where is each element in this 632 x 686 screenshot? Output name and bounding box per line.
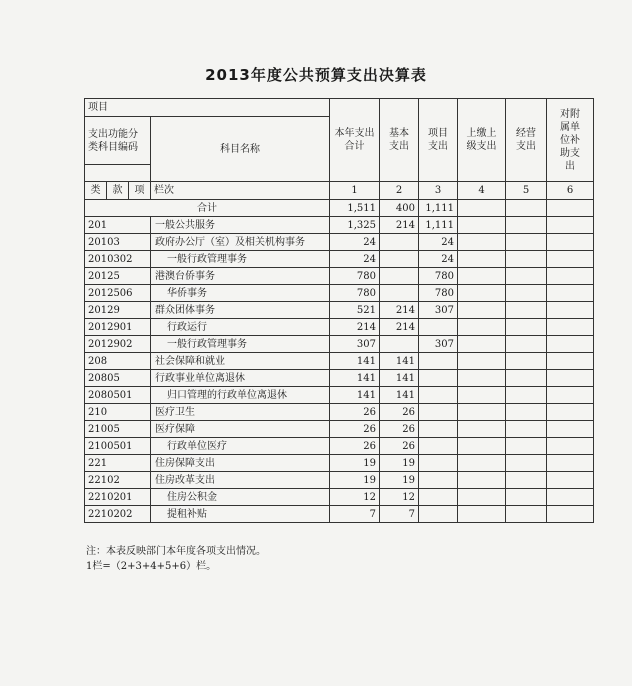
row-name: 社会保障和就业 [151, 353, 330, 370]
row-value [419, 472, 458, 489]
row-value: 214 [380, 319, 419, 336]
row-value [458, 319, 506, 336]
row-value [419, 319, 458, 336]
row-name: 一般公共服务 [151, 217, 330, 234]
row-value [547, 438, 594, 455]
row-value [506, 455, 547, 472]
row-code: 21005 [85, 421, 151, 438]
row-value: 26 [380, 421, 419, 438]
header-kuan: 款 [107, 182, 129, 200]
header-item: 项目 [85, 99, 330, 117]
row-value [547, 506, 594, 523]
total-cell: 1,511 [330, 200, 380, 217]
row-value [506, 404, 547, 421]
row-value [380, 234, 419, 251]
row-value [506, 387, 547, 404]
row-value: 26 [380, 438, 419, 455]
page-title: 2013年度公共预算支出决算表 [205, 66, 427, 84]
row-value [380, 251, 419, 268]
row-value [419, 353, 458, 370]
row-value [547, 353, 594, 370]
table-row [85, 489, 594, 506]
row-name: 一般行政管理事务 [151, 251, 330, 268]
row-value: 214 [330, 319, 380, 336]
row-value: 307 [330, 336, 380, 353]
row-value [506, 285, 547, 302]
row-name: 一般行政管理事务 [151, 336, 330, 353]
row-value: 780 [419, 285, 458, 302]
row-value [458, 285, 506, 302]
row-value [506, 217, 547, 234]
row-value: 141 [380, 387, 419, 404]
row-value [547, 370, 594, 387]
table-row [85, 387, 594, 404]
row-value [458, 370, 506, 387]
row-code: 2012902 [85, 336, 151, 353]
row-value: 141 [380, 353, 419, 370]
row-value: 19 [380, 455, 419, 472]
row-value [506, 336, 547, 353]
col-number: 5 [506, 182, 547, 200]
note-line: 注：本表反映部门本年度各项支出情况。 [86, 546, 266, 557]
total-label: 合计 [85, 200, 330, 217]
row-name: 行政事业单位离退休 [151, 370, 330, 387]
row-value: 24 [419, 234, 458, 251]
table-row [85, 404, 594, 421]
row-code: 2080501 [85, 387, 151, 404]
row-value [458, 506, 506, 523]
row-value: 141 [330, 353, 380, 370]
total-cell: 1,111 [419, 200, 458, 217]
row-value [458, 353, 506, 370]
row-value [547, 285, 594, 302]
table-row [85, 302, 594, 319]
row-value [506, 353, 547, 370]
row-code: 2210202 [85, 506, 151, 523]
header-lanci: 栏次 [151, 182, 330, 200]
row-value [506, 472, 547, 489]
table-row [85, 336, 594, 353]
row-value [419, 506, 458, 523]
row-value [506, 251, 547, 268]
row-value [506, 438, 547, 455]
row-value [419, 489, 458, 506]
row-code: 2010302 [85, 251, 151, 268]
table-row [85, 455, 594, 472]
row-value [506, 489, 547, 506]
row-name: 归口管理的行政单位离退休 [151, 387, 330, 404]
row-value [458, 234, 506, 251]
row-code: 20805 [85, 370, 151, 387]
row-value [506, 506, 547, 523]
header-col-project: 项目 支出 [419, 99, 458, 182]
table-row [85, 370, 594, 387]
row-value [547, 421, 594, 438]
row-value: 1,111 [419, 217, 458, 234]
row-value: 307 [419, 302, 458, 319]
row-value: 7 [380, 506, 419, 523]
row-value: 24 [419, 251, 458, 268]
row-name: 行政运行 [151, 319, 330, 336]
row-value [458, 438, 506, 455]
table-row [85, 353, 594, 370]
row-value [547, 387, 594, 404]
row-value [547, 217, 594, 234]
note-line: 1栏=（2+3+4+5+6）栏。 [86, 561, 217, 572]
col-number: 6 [547, 182, 594, 200]
total-cell: 400 [380, 200, 419, 217]
row-code: 208 [85, 353, 151, 370]
header-col-operating: 经营 支出 [506, 99, 547, 182]
row-value [419, 438, 458, 455]
row-code: 20129 [85, 302, 151, 319]
total-row [85, 200, 594, 217]
header-lei: 类 [85, 182, 107, 200]
row-value [506, 421, 547, 438]
header-col-basic: 基本 支出 [380, 99, 419, 182]
row-value: 7 [330, 506, 380, 523]
row-value: 214 [380, 302, 419, 319]
row-value: 26 [330, 404, 380, 421]
header-func-code: 支出功能分类科目编码 [85, 117, 151, 165]
table-row [85, 285, 594, 302]
table-row [85, 472, 594, 489]
row-name: 行政单位医疗 [151, 438, 330, 455]
row-value: 12 [380, 489, 419, 506]
row-value [419, 370, 458, 387]
row-value [380, 336, 419, 353]
row-value [419, 404, 458, 421]
row-name: 住房保障支出 [151, 455, 330, 472]
row-value [506, 268, 547, 285]
row-value [458, 251, 506, 268]
row-name: 群众团体事务 [151, 302, 330, 319]
row-code: 210 [85, 404, 151, 421]
row-value [419, 387, 458, 404]
row-value [458, 472, 506, 489]
row-value [458, 421, 506, 438]
row-value [547, 234, 594, 251]
row-code: 221 [85, 455, 151, 472]
header-col-subsidy: 对附 属单 位补 助支 出 [547, 99, 594, 182]
row-name: 政府办公厅（室）及相关机构事务 [151, 234, 330, 251]
row-name: 提租补贴 [151, 506, 330, 523]
header-col-remit-superior: 上缴上 级支出 [458, 99, 506, 182]
table-row [85, 217, 594, 234]
row-value: 214 [380, 217, 419, 234]
row-value [458, 387, 506, 404]
header-spacer [85, 165, 151, 182]
row-code: 2012901 [85, 319, 151, 336]
table-row [85, 421, 594, 438]
total-cell [547, 200, 594, 217]
row-value [547, 302, 594, 319]
expenditure-table [84, 98, 594, 523]
row-value [547, 455, 594, 472]
row-value: 19 [330, 455, 380, 472]
row-value: 141 [330, 387, 380, 404]
header-col-total: 本年支出 合计 [330, 99, 380, 182]
row-value [380, 268, 419, 285]
total-cell [458, 200, 506, 217]
row-value [547, 404, 594, 421]
table-row [85, 506, 594, 523]
row-value: 19 [380, 472, 419, 489]
table-row [85, 251, 594, 268]
row-value: 1,325 [330, 217, 380, 234]
row-value: 780 [330, 268, 380, 285]
row-value [547, 251, 594, 268]
row-value [506, 234, 547, 251]
col-number: 2 [380, 182, 419, 200]
row-value: 307 [419, 336, 458, 353]
row-code: 2100501 [85, 438, 151, 455]
row-code: 2012506 [85, 285, 151, 302]
row-value [458, 217, 506, 234]
row-value [380, 285, 419, 302]
row-value [419, 421, 458, 438]
header-subject-name: 科目名称 [151, 117, 330, 182]
row-code: 201 [85, 217, 151, 234]
row-name: 医疗保障 [151, 421, 330, 438]
row-name: 医疗卫生 [151, 404, 330, 421]
total-cell [506, 200, 547, 217]
table-notes [86, 544, 266, 574]
row-name: 华侨事务 [151, 285, 330, 302]
col-number: 3 [419, 182, 458, 200]
row-value: 780 [330, 285, 380, 302]
row-value [458, 404, 506, 421]
table-row [85, 234, 594, 251]
row-value [547, 472, 594, 489]
row-value [506, 319, 547, 336]
row-name: 港澳台侨事务 [151, 268, 330, 285]
row-code: 22102 [85, 472, 151, 489]
row-code: 2210201 [85, 489, 151, 506]
header-xiang: 项 [129, 182, 151, 200]
col-number: 4 [458, 182, 506, 200]
row-value: 141 [380, 370, 419, 387]
row-value [506, 302, 547, 319]
row-value [547, 319, 594, 336]
col-number: 1 [330, 182, 380, 200]
row-value [419, 455, 458, 472]
row-value [458, 336, 506, 353]
row-name: 住房公积金 [151, 489, 330, 506]
row-code: 20103 [85, 234, 151, 251]
row-value: 12 [330, 489, 380, 506]
row-name: 住房改革支出 [151, 472, 330, 489]
table-row [85, 438, 594, 455]
row-value: 26 [330, 421, 380, 438]
row-value [547, 268, 594, 285]
row-value: 19 [330, 472, 380, 489]
row-value: 521 [330, 302, 380, 319]
row-value [458, 489, 506, 506]
table-row [85, 268, 594, 285]
row-value [458, 268, 506, 285]
row-value [458, 455, 506, 472]
row-value: 26 [380, 404, 419, 421]
table-row [85, 319, 594, 336]
row-value [547, 336, 594, 353]
row-value: 26 [330, 438, 380, 455]
row-value [547, 489, 594, 506]
row-value [506, 370, 547, 387]
row-value: 780 [419, 268, 458, 285]
row-value: 24 [330, 251, 380, 268]
row-value: 24 [330, 234, 380, 251]
row-value: 141 [330, 370, 380, 387]
row-value [458, 302, 506, 319]
row-code: 20125 [85, 268, 151, 285]
